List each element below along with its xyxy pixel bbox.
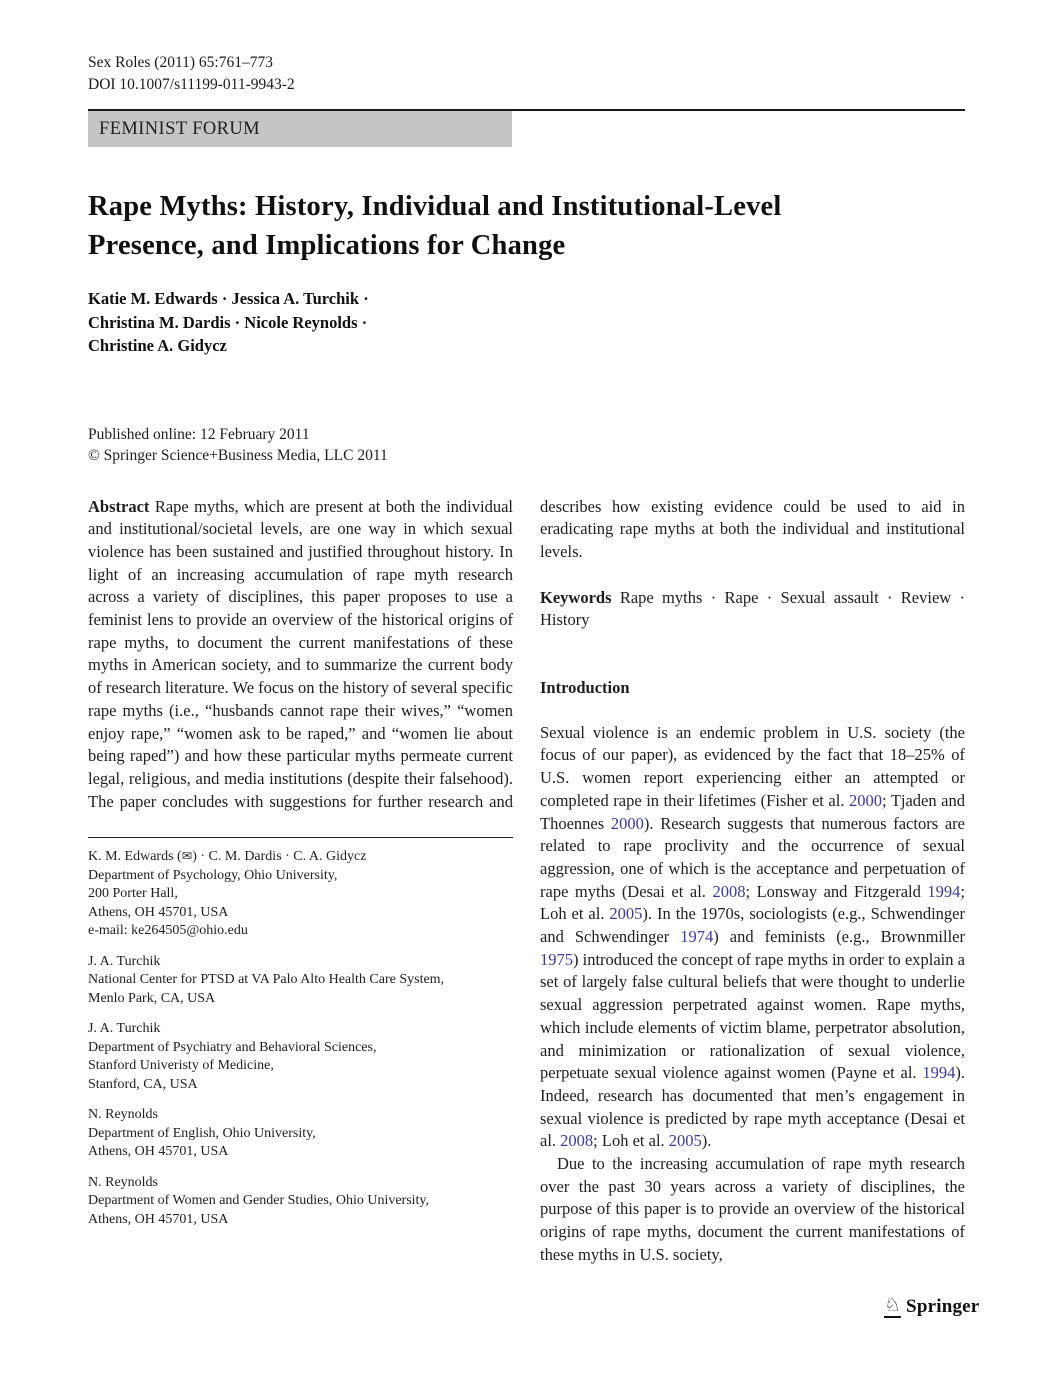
footnotes-section xyxy=(88,837,513,1229)
affiliation-block xyxy=(88,1174,513,1230)
text-segment: ; Lonsway and Fitzgerald xyxy=(745,881,928,901)
citation-link[interactable]: 1974 xyxy=(680,927,714,947)
citation-link[interactable]: 1994 xyxy=(922,1063,956,1083)
correspondence-suffix: ) · C. M. Dardis · C. A. Gidycz xyxy=(192,849,367,865)
keywords-label: Keywords xyxy=(540,587,612,607)
affiliation-line: 200 Porter Hall, xyxy=(88,886,178,902)
author-line: Christine A. Gidycz xyxy=(88,336,227,355)
text-segment: ; Loh et al. xyxy=(540,881,966,924)
citation-link[interactable]: 2005 xyxy=(668,1131,702,1151)
correspondence-line xyxy=(88,847,513,867)
envelope-icon: ✉ xyxy=(181,848,193,864)
affiliation-block xyxy=(88,1020,513,1094)
text-segment: ) introduced the concept of rape myths in order to explain a set of largely false cultural beliefs that were thought to underlie sexual aggression perpetrated against women. Rape myths, which include elements of victim blame, perpetrator absolution, and minimization or rationalization of sexual violence, perpetuate sexual violence against women (Payne et al. xyxy=(540,949,965,1083)
text-segment: ; Tjaden and Thoennes xyxy=(540,790,965,833)
abstract-paragraph xyxy=(88,496,513,814)
knight-icon: ♘ xyxy=(884,1294,902,1316)
section-banner xyxy=(88,111,512,147)
abstract-label: Abstract xyxy=(88,496,150,516)
text-segment: ; Loh et al. xyxy=(593,1131,669,1151)
abstract-text: Rape myths, which are present at both the individual and institutional/societal levels, are one way in which sexual violence has been sustained and justified throughout history. In light of an increasing accumulation of rape myth research across a variety of disciplines, this paper proposes to use a feminist lens to provide an overview of the historical origins of rape myths, to document the current manifestations of these myths in American society, and to summarize the current body of research literature. We focus on the history of several specific rape myths (i.e., “husbands cannot rape their wives,” “women enjoy rape,” “women ask to be raped,” and “women lie about being raped”) and how these particular myths permeate current legal, religious, and media institutions (despite their falsehood). The paper concludes with suggestions for further research and xyxy=(88,496,513,811)
author-line: Christina M. Dardis · Nicole Reynolds · xyxy=(88,312,368,332)
article-title-line1: Rape Myths: History, Individual and Institutional-Level xyxy=(88,191,782,222)
affiliation-line: National Center for PTSD at VA Palo Alto Health Care System, xyxy=(88,972,445,988)
two-column-body xyxy=(88,496,965,1267)
citation-link[interactable]: 2005 xyxy=(609,904,643,924)
text-segment: Sexual violence is an endemic problem in U.S. society (the focus of our paper), as evidenced by the fact that 18–25% of U.S. women report experiencing either an attempted or completed rape in their lifetimes (Fisher et al. xyxy=(540,722,965,810)
text-segment: ). Indeed, research has documented that men’s engagement in sexual violence is predicted by rape myth acceptance (Desai et al. xyxy=(540,1063,965,1151)
affiliation-line: Athens, OH 45701, USA xyxy=(88,1144,229,1160)
citation-link[interactable]: 1994 xyxy=(927,881,961,901)
affiliation-author: J. A. Turchik xyxy=(88,953,161,969)
affiliation-author: J. A. Turchik xyxy=(88,1021,161,1037)
publication-info xyxy=(88,424,965,466)
article-title xyxy=(88,187,965,265)
springer-wordmark: Springer xyxy=(906,1296,980,1317)
author-line: Katie M. Edwards · Jessica A. Turchik · xyxy=(88,289,369,308)
springer-logo xyxy=(884,1296,979,1318)
copyright-line: © Springer Science+Business Media, LLC 2011 xyxy=(88,446,388,464)
author-list xyxy=(88,287,965,358)
journal-header xyxy=(88,0,965,95)
affiliation-line: Menlo Park, CA, USA xyxy=(88,990,216,1006)
citation-link[interactable]: 2008 xyxy=(560,1131,594,1151)
affiliation-author: N. Reynolds xyxy=(88,1107,158,1123)
citation-link[interactable]: 2008 xyxy=(712,881,746,901)
affiliation-line: Athens, OH 45701, USA xyxy=(88,904,229,920)
affiliation-line: Department of English, Ohio University, xyxy=(88,1125,316,1141)
correspondence-prefix: K. M. Edwards ( xyxy=(88,849,182,865)
affiliation-block xyxy=(88,1106,513,1162)
abstract-continuation: describes how existing evidence could be used to aid in eradicating rape myths at both the individual and institutional levels. xyxy=(540,496,965,561)
introduction-heading: Introduction xyxy=(540,678,630,698)
text-segment: ). In the 1970s, sociologists (e.g., Schwendinger and Schwendinger xyxy=(540,904,965,947)
intro-paragraph-2: Due to the increasing accumulation of rape myth research over the past 30 years across a variety of disciplines, the purpose of this paper is to provide an overview of the historical origins of rape myths, document the current manifestations of these myths in U.S. society, xyxy=(540,1154,965,1264)
affiliation-line: Stanford Univeristy of Medicine, xyxy=(88,1058,274,1074)
citation-link[interactable]: 2000 xyxy=(610,813,644,833)
right-column xyxy=(540,496,965,1267)
affiliation-line: Athens, OH 45701, USA xyxy=(88,1211,229,1227)
correspondence-block xyxy=(88,847,513,941)
email-line[interactable]: e-mail: ke264505@ohio.edu xyxy=(88,923,248,939)
text-segment: ). xyxy=(701,1131,712,1151)
published-online-line: Published online: 12 February 2011 xyxy=(88,425,310,443)
affiliation-line: Department of Women and Gender Studies, Ohio University, xyxy=(88,1193,430,1209)
doi-line: DOI 10.1007/s11199-011-9943-2 xyxy=(88,75,295,93)
text-segment: ). Research suggests that numerous factors are related to rape proclivity and the occurrence of sexual aggression, one of which is the acceptance and perpetuation of rape myths (Desai et al. xyxy=(540,813,965,901)
affiliation-line: Stanford, CA, USA xyxy=(88,1076,198,1092)
citation-link[interactable]: 2000 xyxy=(848,790,882,810)
text-segment: ) and feminists (e.g., Brownmiller xyxy=(713,927,965,947)
affiliation-line: Department of Psychology, Ohio University, xyxy=(88,867,338,883)
keywords-text: Rape myths · Rape · Sexual assault · Review · History xyxy=(540,587,965,630)
affiliation-block xyxy=(88,953,513,1009)
article-title-line2: Presence, and Implications for Change xyxy=(88,230,566,261)
affiliation-line: Department of Psychiatry and Behavioral Sciences, xyxy=(88,1039,377,1055)
intro-paragraph-1 xyxy=(540,722,965,1153)
citation-link[interactable]: 1975 xyxy=(540,949,573,969)
journal-ref: Sex Roles (2011) 65:761–773 xyxy=(88,54,273,71)
section-banner-label: FEMINIST FORUM xyxy=(99,118,260,139)
affiliation-author: N. Reynolds xyxy=(88,1174,158,1190)
keywords-paragraph xyxy=(540,587,965,632)
left-column xyxy=(88,496,513,1267)
